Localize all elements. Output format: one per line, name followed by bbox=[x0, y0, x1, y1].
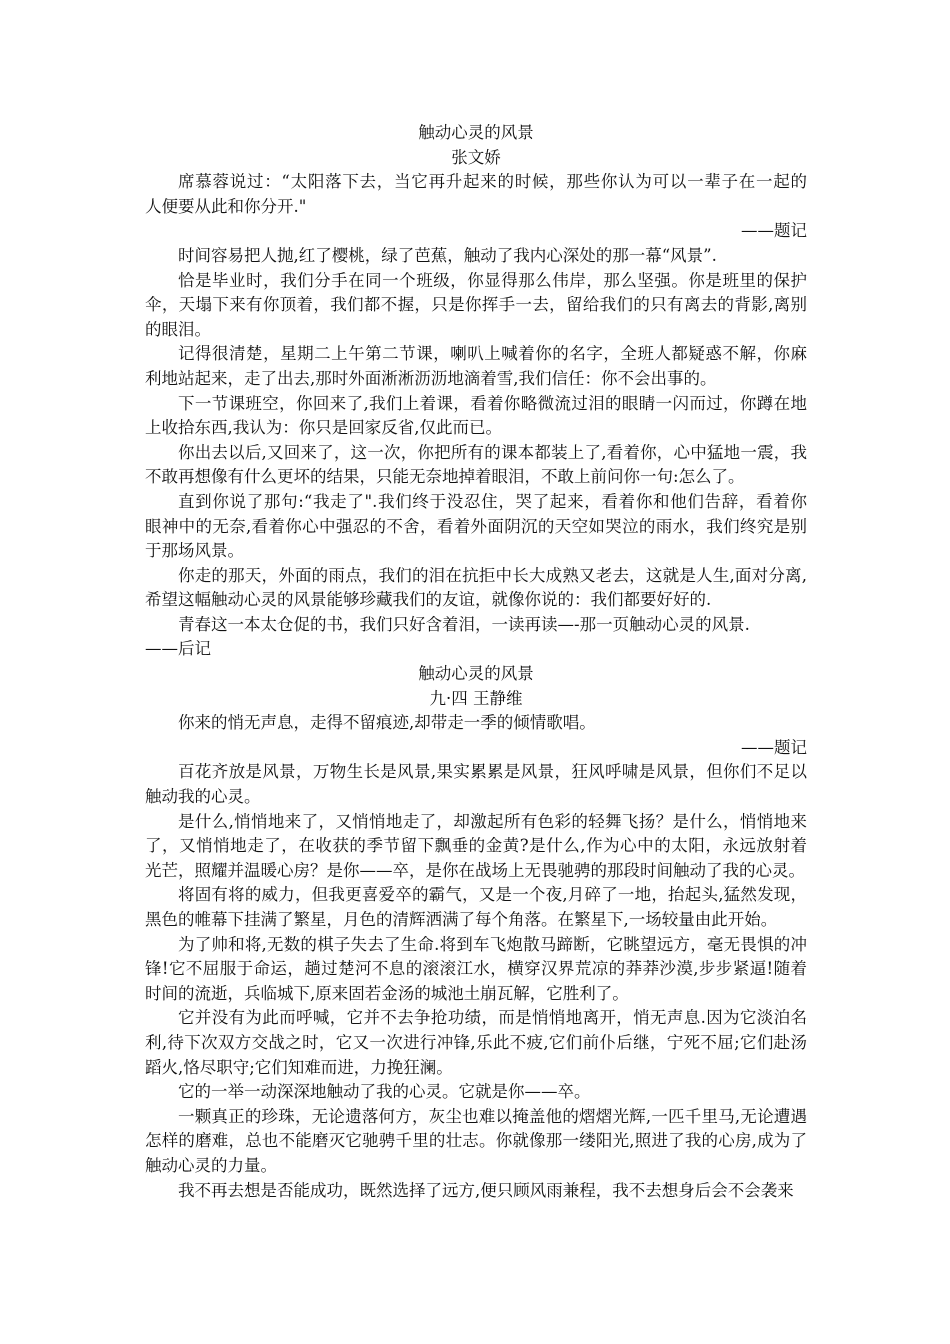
paragraph-line: 利地站起来，走了出去,那时外面淅淅沥沥地滴着雪,我们信任：你不会出事的。 bbox=[145, 368, 717, 388]
article-author: 九·四 王静维 bbox=[429, 688, 523, 708]
paragraph-line: 的眼泪。 bbox=[145, 319, 211, 339]
epigraph-line: 席慕蓉说过：“太阳落下去，当它再升起来的时候，那些你认为可以一辈子在一起的 bbox=[178, 172, 807, 192]
paragraph-line: 它并没有为此而呼喊，它并不去争抢功绩，而是悄悄地离开，悄无声息.因为它淡泊名 bbox=[178, 1008, 807, 1028]
paragraph-line: 利,待下次双方交战之时，它又一次进行冲锋,乐此不疲,它们前仆后继，宁死不屈;它们赴汤 bbox=[145, 1032, 807, 1052]
paragraph-line: 不敢再想像有什么更坏的结果，只能无奈地掉着眼泪，不敢上前问你一句:怎么了。 bbox=[145, 467, 745, 487]
epigraph-line: 人便要从此和你分开." bbox=[145, 196, 307, 216]
paragraph-line: 下一节课班空，你回来了,我们上着课，看着你略微流过泪的眼睛一闪而过，你蹲在地 bbox=[178, 393, 807, 413]
postscript-signature: ——后记 bbox=[145, 639, 211, 659]
paragraph-line: 一颗真正的珍珠，无论遗落何方，灰尘也难以掩盖他的熠熠光辉,一匹千里马,无论遭遇 bbox=[178, 1106, 807, 1126]
paragraph-line: 伞，天塌下来有你顶着，我们都不握，只是你挥手一去，留给我们的只有离去的背影,离别 bbox=[145, 295, 807, 315]
paragraph-line: 上收拾东西,我认为：你只是回家反省,仅此而已。 bbox=[145, 418, 502, 438]
paragraph-line: 怎样的磨难，总也不能磨灭它驰骋千里的壮志。你就像那一缕阳光,照进了我的心房,成为了 bbox=[145, 1131, 807, 1151]
paragraph-line: 我不再去想是否能成功，既然选择了远方,便只顾风雨兼程，我不去想身后会不会袭来 bbox=[178, 1180, 794, 1200]
epigraph-line: 你来的悄无声息，走得不留痕迹,却带走一季的倾情歌唱。 bbox=[178, 713, 596, 733]
paragraph-line: 时间容易把人抛,红了樱桃，绿了芭蕉，触动了我内心深处的那一幕“风景”. bbox=[178, 245, 717, 265]
paragraph-line: 黑色的帷幕下挂满了繁星，月色的清辉洒满了每个角落。在繁星下,一场较量由此开始。 bbox=[145, 910, 778, 929]
paragraph-line: 它的一举一动深深地触动了我的心灵。它就是你——卒。 bbox=[178, 1082, 591, 1102]
paragraph-line: 恰是毕业时，我们分手在同一个班级，你显得那么伟岸，那么坚强。你是班里的保护 bbox=[178, 270, 807, 290]
document-body bbox=[145, 121, 807, 1203]
epigraph-signature: ——题记 bbox=[741, 737, 807, 757]
paragraph-line: 于那场风景。 bbox=[145, 541, 244, 561]
paragraph-line: 蹈火,恪尽职守;它们知难而进，力挽狂澜。 bbox=[145, 1057, 453, 1077]
paragraph-line: 青春这一本太仓促的书，我们只好含着泪，一读再读—-那一页触动心灵的风景. bbox=[178, 614, 750, 634]
paragraph-line: 锋!它不屈服于命运，趟过楚河不息的滚滚江水，横穿汉界荒凉的莽莽沙漠,步步紧逼!随着 bbox=[145, 959, 807, 979]
paragraph-line: 时间的流逝，兵临城下,原来固若金汤的城池土崩瓦解，它胜利了。 bbox=[145, 983, 629, 1003]
article-title: 触动心灵的风景 bbox=[418, 664, 534, 684]
paragraph-line: 百花齐放是风景，万物生长是风景,果实累累是风景，狂风呼啸是风景，但你们不足以 bbox=[178, 762, 807, 782]
paragraph-line: 你出去以后,又回来了，这一次，你把所有的课本都装上了,看着你，心中猛地一震，我 bbox=[178, 442, 807, 462]
paragraph-line: 眼神中的无奈,看着你心中强忍的不舍，看着外面阴沉的天空如哭泣的雨水，我们终究是别 bbox=[145, 516, 807, 536]
paragraph-line: 触动我的心灵。 bbox=[145, 787, 261, 807]
paragraph-line: 直到你说了那句:“我走了".我们终于没忍住，哭了起来，看着你和他们告辞，看着你 bbox=[178, 491, 807, 511]
paragraph-line: 是什么,悄悄地来了，又悄悄地走了，却激起所有色彩的轻舞飞扬？是什么，悄悄地来 bbox=[178, 811, 807, 831]
epigraph-signature: ——题记 bbox=[741, 221, 807, 241]
article-title: 触动心灵的风景 bbox=[418, 123, 534, 142]
paragraph-line: 了，又悄悄地走了，在收获的季节留下飘垂的金黄?是什么,作为心中的太阳，永远放射着 bbox=[145, 836, 807, 856]
paragraph-line: 希望这幅触动心灵的风景能够珍藏我们的友谊，就像你说的：我们都要好好的. bbox=[145, 590, 712, 610]
paragraph-line: 光芒，照耀并温暖心房？是你——卒，是你在战场上无畏驰骋的那段时间触动了我的心灵。 bbox=[145, 860, 805, 880]
article-author: 张文娇 bbox=[451, 147, 501, 167]
paragraph-line: 将固有将的威力，但我更喜爱卒的霸气，又是一个夜,月碎了一地，抬起头,猛然发现， bbox=[178, 885, 807, 905]
paragraph-line: 为了帅和将,无数的棋子失去了生命.将到车飞炮散马蹄断，它眺望远方，毫无畏惧的冲 bbox=[178, 934, 807, 954]
paragraph-line: 你走的那天，外面的雨点，我们的泪在抗拒中长大成熟又老去，这就是人生,面对分离, bbox=[178, 565, 807, 585]
paragraph-line: 记得很清楚，星期二上午第二节课，喇叭上喊着你的名字，全班人都疑惑不解，你麻 bbox=[178, 344, 807, 364]
paragraph-line: 触动心灵的力量。 bbox=[145, 1155, 277, 1175]
